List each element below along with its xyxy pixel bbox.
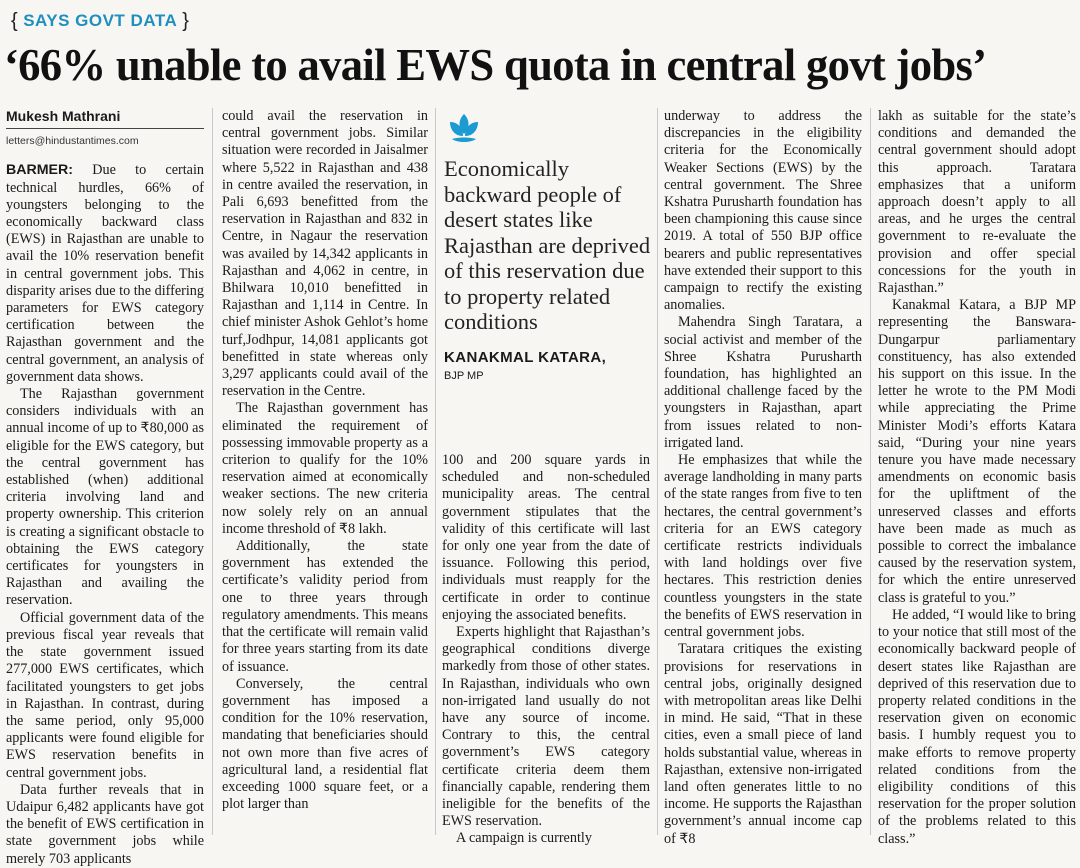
- paragraph: Kanakmal Katara, a BJP MP representing the Banswara-Dungarpur parliamentary constituency, has also extended his support on this issue. In the letter he wrote to the PM Modi while appreciating the Prime Minister Modi’s efforts Katara said, “During your nine years tenure you have made necessary amendments on economic basis for the upliftment of the unreserved classes and efforts have been made as much as possible to correct the imbalance caused by the reservation system, for which the entire unreserved class is grateful to you.”: [878, 297, 1076, 606]
- paragraph: Mahendra Singh Taratara, a social activist and member of the Shree Kshatra Purusharth foundation, has highlighted an additional challenge faced by the youngsters in Rajasthan, apart from issues related to non-irrigated land.: [664, 314, 862, 451]
- pull-quote-title: BJP MP: [444, 369, 484, 382]
- paragraph: lakh as suitable for the state’s conditions and demanded the central government should adopt this approach. Taratara emphasizes that a uniform approach doesn’t apply to all areas, and he urges the central government to re-evaluate the provision and offer special concessions for the youth in Rajasthan.”: [878, 108, 1076, 297]
- pull-quote-name: KANAKMAL KATARA,: [444, 348, 607, 366]
- article-column-5: [878, 108, 1076, 847]
- dateline: BARMER:: [6, 162, 73, 179]
- kicker-close-brace: }: [182, 9, 190, 32]
- article-column-4: [664, 108, 862, 847]
- paragraph: Additionally, the state government has extended the certificate’s validity period from one to three years through regulatory amendments. This means that the certificate will remain valid for three years starting from its date of issuance.: [222, 538, 428, 675]
- paragraph: A campaign is currently: [456, 830, 592, 847]
- paragraph: The Rajasthan government considers individuals with an annual income of up to ₹80,000 as eligible for the EWS category, but the central government has established (when) additional criteria involving land and property ownership. This criterion is creating a significant obstacle to obtaining the EWS category certificates for youngsters in Rajasthan and availing the reservation.: [6, 386, 204, 609]
- paragraph: He emphasizes that while the average landholding in many parts of the state ranges from five to ten hectares, the central government’s criteria for an EWS category certificate restricts individuals with land holdings over five hectares. This restriction denies countless youngsters in the state the benefits of EWS reservation in central government jobs.: [664, 452, 862, 641]
- paragraph: Data further reveals that in Udaipur 6,482 applicants have got the benefit of EWS certification in state government jobs while merely 703 applicants: [6, 781, 204, 867]
- paragraph: He added, “I would like to bring to your notice that still most of the economically backward people of desert states like Rajasthan are deprived of this reservation due to property related conditions in the reservation given on economic basis. I humbly request you to make efforts to remove property related conditions from the eligibility conditions of this reservation for the proper solution of the problems related to this class.”: [878, 606, 1076, 847]
- article-column-3: [442, 452, 650, 847]
- paragraph: Experts highlight that Rajasthan’s geographical conditions diverge markedly from those of other states. In Rajasthan, individuals who own non-irrigated land usually do not have any source of income. Contrary to this, the central government’s EWS category certificate criteria deem them financially capable, rendering them ineligible for the benefits of the EWS reservation.: [442, 624, 650, 830]
- paragraph: Official government data of the previous fiscal year reveals that the state government issued 277,000 EWS certificates, which facilitated youngsters to get jobs in Rajasthan. In contrast, during the same period, only 95,000 applicants were found eligible for EWS reservation benefits in central government jobs.: [6, 609, 204, 781]
- article-column-1: [6, 108, 204, 867]
- column-divider: [657, 108, 658, 835]
- byline-email[interactable]: letters@hindustantimes.com: [6, 135, 139, 148]
- paragraph: underway to address the discrepancies in the eligibility criteria for the Economically Weaker Sections (EWS) by the central government. The Shree Kshatra Purusharth foundation has been championing this cause since 2019. A total of 550 BJP office bearers and public representatives have extended their support to this campaign to rectify the existing anomalies.: [664, 108, 862, 314]
- paragraph: could avail the reservation in central government jobs. Similar situation were recorded in Jaisalmer where 5,522 in Rajasthan and 438 in centre availed the reservation, in Pali 6,693 benefitted from the reservation in Rajasthan and 832 in Centre, in Nagaur the reservation was availed by 14,342 applicants in Rajasthan and 4,062 in centre, in Bhilwara 10,010 benefitted in Rajasthan and 1,114 in Centre. In chief minister Ashok Gehlot’s home turf,Jodhpur, 14,081 applicants got benefitted in state whereas only 3,297 applicants could avail of the reservation in the Centre.: [222, 108, 428, 400]
- section-kicker: [6, 8, 194, 34]
- headline: ‘66% unable to avail EWS quota in central govt jobs’: [4, 39, 987, 90]
- paragraph: Taratara critiques the existing provisions for reservations in central jobs, originally designed with metropolitan areas like Delhi in mind. He said, “That in these cities, even a small piece of land holds substantial value, whereas in Rajasthan, extensive non-irrigated land often generates little to no income. He supports the Rajasthan government’s annual income cap of ₹8: [664, 641, 862, 847]
- paragraph: Conversely, the central government has imposed a condition for the 10% reservation, mandating that beneficiaries should not own more than five acres of agricultural land, a residential flat exceeding 1000 square feet, or a plot larger than: [222, 675, 428, 813]
- paragraph: The Rajasthan government has eliminated the requirement of possessing immovable property as a criterion to qualify for the 10% reservation aimed at economically weaker sections. The new criteria now solely rely on an annual income threshold of ₹8 lakh.: [222, 400, 428, 537]
- column-divider: [212, 108, 213, 835]
- pull-quote-text: Economically backward people of desert states like Rajasthan are deprived of this reservation due to property related conditions: [444, 156, 651, 334]
- kicker-open-brace: {: [11, 9, 19, 32]
- pull-quote: [440, 108, 656, 408]
- column-divider: [435, 108, 436, 835]
- column-divider: [870, 108, 871, 835]
- kicker-label: SAYS GOVT DATA: [23, 11, 178, 30]
- paragraph: 100 and 200 square yards in scheduled and non-scheduled municipality areas. The central government stipulates that the validity of this certificate will last for only one year from the date of issuance. Following this period, individuals must reapply for the certificate in order to continue enjoying the associated benefits.: [442, 452, 650, 623]
- article-column-2: [222, 108, 428, 835]
- byline-author: Mukesh Mathrani: [6, 108, 204, 129]
- lotus-icon: [444, 112, 484, 146]
- paragraph: BARMER: Due to certain technical hurdles, 66% of youngsters belonging to the economically backward class (EWS) in Rajasthan are unable to avail the 10% reservation benefit in central government jobs. This disparity arises due to the differing parameters for EWS category certification between the Rajasthan government and the central government, an analysis of government data shows.: [6, 162, 204, 385]
